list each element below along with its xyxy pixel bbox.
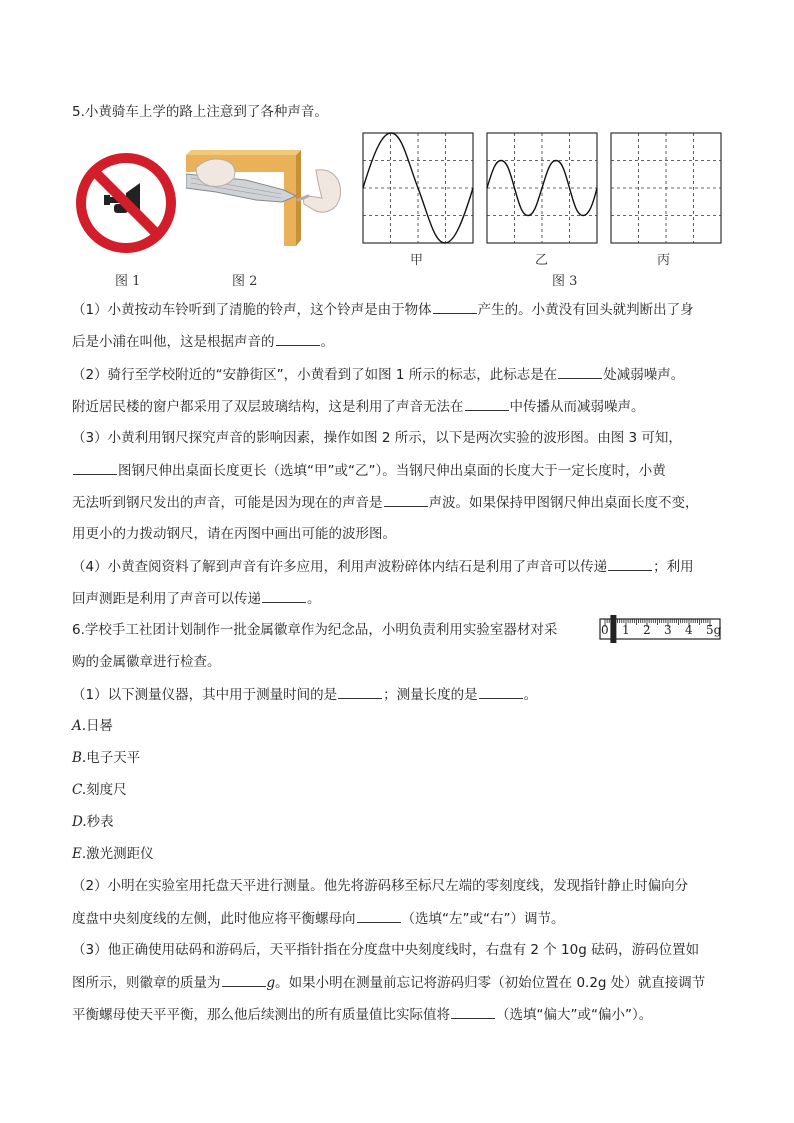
answer-blank[interactable] bbox=[73, 460, 117, 475]
answer-blank[interactable] bbox=[262, 588, 306, 603]
ruler-desk-figure bbox=[186, 150, 346, 248]
q6-part1: （1）以下测量仪器，其中用于测量时间的是 ；测量长度的是 。 bbox=[72, 684, 537, 705]
osc-label-yi: 乙 bbox=[535, 253, 549, 268]
option-c: C.刻度尺 bbox=[72, 782, 127, 798]
answer-blank[interactable] bbox=[451, 1004, 495, 1019]
no-horn-sign-figure bbox=[74, 153, 178, 253]
ruler-tick-label: 3 bbox=[664, 623, 672, 637]
answer-blank[interactable] bbox=[479, 684, 523, 699]
osc-grid-yi bbox=[487, 133, 597, 243]
q5-stem: 5.小黄骑车上学的路上注意到了各种声音。 bbox=[72, 104, 328, 120]
right-hand-icon bbox=[298, 170, 341, 213]
q5-part3-line1: （3）小黄利用钢尺探究声音的影响因素，操作如图 2 所示，以下是两次实验的波形图。由图 3 可知， bbox=[72, 430, 682, 446]
ruler-tick-label: 1 bbox=[622, 623, 630, 637]
osc-grid-jia bbox=[363, 133, 473, 243]
ruler-tick-label: 2 bbox=[643, 623, 651, 637]
answer-blank[interactable] bbox=[222, 972, 266, 987]
osc-label-bing: 丙 bbox=[657, 253, 671, 268]
option-e: E.激光测距仪 bbox=[72, 846, 154, 862]
balance-scale-ruler bbox=[599, 615, 721, 643]
answer-blank[interactable] bbox=[465, 396, 509, 411]
answer-blank[interactable] bbox=[357, 908, 401, 923]
q5-part3-line2: 图钢尺伸出桌面长度更长（选填“甲”或“乙”）。当钢尺伸出桌面的长度大于一定长度时，小黄 bbox=[72, 460, 666, 481]
answer-blank[interactable] bbox=[384, 492, 428, 507]
osc-grid-bing bbox=[611, 133, 721, 243]
ruler-tick-label: 5g bbox=[706, 623, 722, 637]
q5-part2-line2: 附近居民楼的窗户都采用了双层玻璃结构，这是利用了声音无法在 中传播从而减弱噪声。 bbox=[72, 396, 645, 417]
oscilloscope-figure bbox=[362, 132, 722, 244]
answer-blank[interactable] bbox=[433, 299, 477, 314]
fig1-caption: 图 1 bbox=[115, 274, 141, 289]
q5-part3-line4: 用更小的力拨动钢尺，请在丙图中画出可能的波形图。 bbox=[72, 526, 396, 542]
answer-blank[interactable] bbox=[558, 364, 602, 379]
q6-stem-line2: 购的金属徽章进行检查。 bbox=[72, 654, 221, 670]
q5-part3-line3: 无法听到钢尺发出的声音，可能是因为现在的声音是 声波。如果保持甲图钢尺伸出桌面长度不变， bbox=[72, 492, 699, 513]
q5-part4-line2: 回声测距是利用了声音可以传递 。 bbox=[72, 588, 321, 609]
ruler-tick-label: 4 bbox=[685, 623, 693, 637]
answer-blank[interactable] bbox=[338, 684, 382, 699]
osc-label-jia: 甲 bbox=[410, 253, 424, 268]
q6-stem-line1: 6.学校手工社团计划制作一批金属徽章作为纪念品，小明负责利用实验室器材对采 bbox=[72, 622, 558, 638]
left-hand-icon bbox=[196, 159, 235, 186]
q6-part3-line1: （3）他正确使用砝码和游码后，天平指针指在分度盘中央刻度线时，右盘有 2 个 10g 砝码，游码位置如 bbox=[72, 942, 700, 958]
q5-part1-line1: （1）小黄按动车铃听到了清脆的铃声，这个铃声是由于物体 产生的。小黄没有回头就判断出了身 bbox=[72, 299, 694, 320]
answer-blank[interactable] bbox=[608, 556, 652, 571]
ruler-tick-label: 0 bbox=[601, 623, 609, 637]
option-b: B.电子天平 bbox=[72, 750, 141, 766]
q6-part3-line3: 平衡螺母使天平平衡，那么他后续测出的所有质量值比实际值将 （选填“偏大”或“偏小”）。 bbox=[72, 1004, 652, 1025]
q6-part2-line2: 度盘中央刻度线的左侧，此时他应将平衡螺母向 （选填“左”或“右”）调节。 bbox=[72, 908, 564, 929]
q5-part1-line2: 后是小浦在叫他，这是根据声音的 。 bbox=[72, 331, 334, 352]
q6-part2-line1: （2）小明在实验室用托盘天平进行测量。他先将游码移至标尺左端的零刻度线，发现指针静止时偏向分 bbox=[72, 878, 689, 894]
option-a: A.日晷 bbox=[72, 718, 114, 734]
fig3-caption: 图 3 bbox=[552, 274, 578, 289]
q6-part3-line2: 图所示，则徽章的质量为 g。如果小明在测量前忘记将游码归零（初始位置在 0.2g 处）就直接调节 bbox=[72, 972, 705, 993]
answer-blank[interactable] bbox=[276, 331, 320, 346]
q5-part4-line1: （4）小黄查阅资料了解到声音有许多应用，利用声波粉碎体内结石是利用了声音可以传递 ；利用 bbox=[72, 556, 694, 577]
q5-part2-line1: （2）骑行至学校附近的“安静街区”，小黄看到了如图 1 所示的标志，此标志是在 处减弱噪声。 bbox=[72, 364, 684, 385]
fig2-caption: 图 2 bbox=[232, 274, 258, 289]
option-d: D.秒表 bbox=[72, 814, 114, 830]
